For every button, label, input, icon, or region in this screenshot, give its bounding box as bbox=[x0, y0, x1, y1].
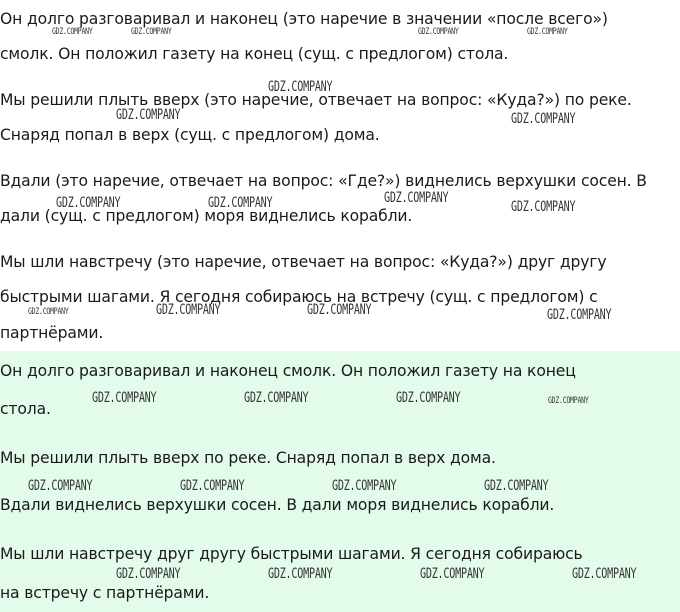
answer-line-2: стола. bbox=[0, 400, 51, 418]
answer-line-3: Мы решили плыть вверх по реке. Снаряд попал в верх дома. bbox=[0, 449, 496, 467]
watermark: GDZ.COMPANY bbox=[116, 107, 181, 123]
exercise-line-7: Мы шли навстречу (это наречие, отвечает на вопрос: «Куда?») друг другу bbox=[0, 253, 607, 271]
exercise-line-4: Снаряд попал в верх (сущ. с предлогом) дома. bbox=[0, 126, 380, 144]
watermark: GDZ.COMPANY bbox=[28, 478, 93, 494]
watermark: GDZ.COMPANY bbox=[332, 478, 397, 494]
watermark: GDZ.COMPANY bbox=[244, 390, 309, 406]
watermark: GDZ.COMPANY bbox=[572, 566, 637, 582]
watermark: GDZ.COMPANY bbox=[418, 27, 459, 37]
answer-line-1: Он долго разговаривал и наконец смолк. Он положил газету на конец bbox=[0, 362, 576, 380]
exercise-line-1: Он долго разговаривал и наконец (это наречие в значении «после всего») bbox=[0, 10, 608, 28]
watermark: GDZ.COMPANY bbox=[307, 302, 372, 318]
watermark: GDZ.COMPANY bbox=[511, 111, 576, 127]
answer-line-6: на встречу с партнёрами. bbox=[0, 584, 210, 602]
exercise-line-2: смолк. Он положил газету на конец (сущ. с предлогом) стола. bbox=[0, 45, 509, 63]
watermark: GDZ.COMPANY bbox=[511, 199, 576, 215]
watermark: GDZ.COMPANY bbox=[156, 302, 221, 318]
watermark: GDZ.COMPANY bbox=[208, 195, 273, 211]
watermark: GDZ.COMPANY bbox=[548, 396, 589, 406]
exercise-line-8: быстрыми шагами. Я сегодня собираюсь на встречу (сущ. с предлогом) с bbox=[0, 288, 598, 306]
watermark: GDZ.COMPANY bbox=[131, 27, 172, 37]
watermark: GDZ.COMPANY bbox=[547, 307, 612, 323]
watermark: GDZ.COMPANY bbox=[384, 190, 449, 206]
watermark: GDZ.COMPANY bbox=[396, 390, 461, 406]
watermark: GDZ.COMPANY bbox=[56, 195, 121, 211]
exercise-line-5: Вдали (это наречие, отвечает на вопрос: «Где?») виднелись верхушки сосен. В bbox=[0, 172, 647, 190]
watermark: GDZ.COMPANY bbox=[92, 390, 157, 406]
watermark: GDZ.COMPANY bbox=[52, 27, 93, 37]
watermark: GDZ.COMPANY bbox=[484, 478, 549, 494]
exercise-line-9: партнёрами. bbox=[0, 324, 104, 342]
watermark: GDZ.COMPANY bbox=[180, 478, 245, 494]
answer-line-5: Мы шли навстречу друг другу быстрыми шагами. Я сегодня собираюсь bbox=[0, 545, 583, 563]
watermark: GDZ.COMPANY bbox=[527, 27, 568, 37]
watermark: GDZ.COMPANY bbox=[28, 307, 69, 317]
watermark: GDZ.COMPANY bbox=[268, 79, 333, 95]
watermark: GDZ.COMPANY bbox=[420, 566, 485, 582]
watermark: GDZ.COMPANY bbox=[268, 566, 333, 582]
exercise-line-3: Мы решили плыть вверх (это наречие, отвечает на вопрос: «Куда?») по реке. bbox=[0, 91, 632, 109]
exercise-line-6: дали (сущ. с предлогом) моря виднелись корабли. bbox=[0, 207, 413, 225]
answer-line-4: Вдали виднелись верхушки сосен. В дали моря виднелись корабли. bbox=[0, 496, 555, 514]
watermark: GDZ.COMPANY bbox=[116, 566, 181, 582]
